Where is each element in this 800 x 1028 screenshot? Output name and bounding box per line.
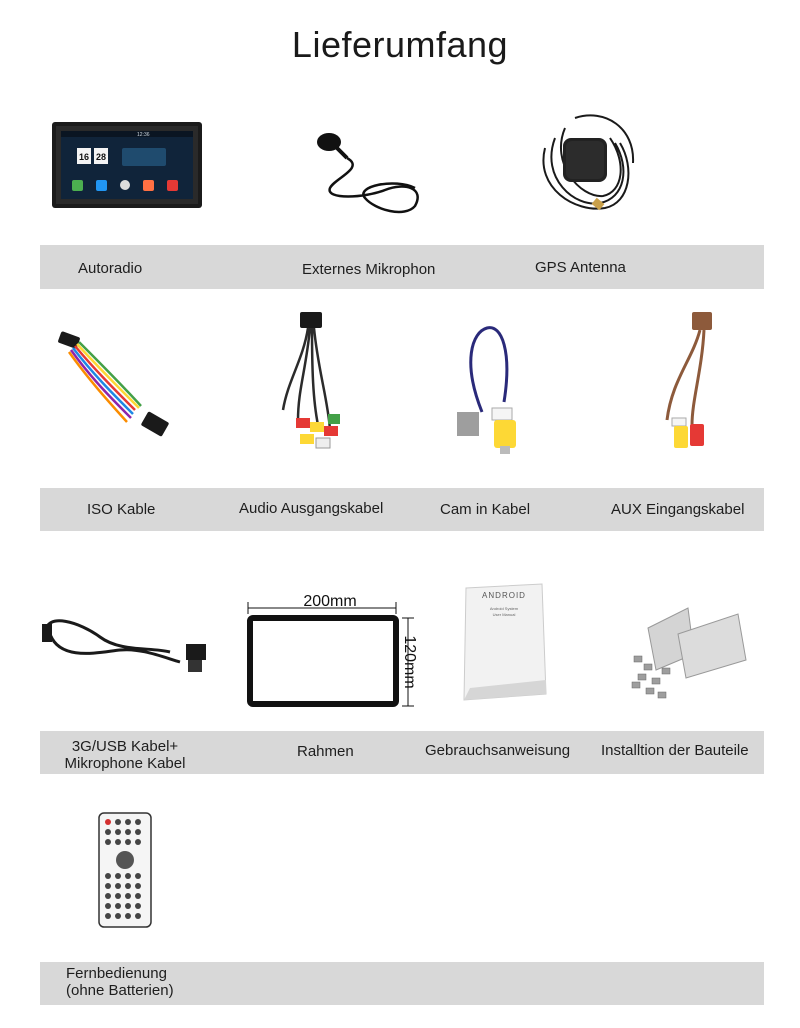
audio-ausgangskabel-image (268, 310, 348, 470)
frame-height-label: 120mm (401, 635, 418, 689)
label-gps-antenna: GPS Antenna (535, 259, 626, 276)
manual-brand: ANDROID (482, 591, 526, 600)
gebrauchsanweisung-image (462, 584, 548, 704)
page-title: Lieferumfang (291, 24, 509, 65)
gps-antenna-image (535, 108, 640, 226)
label-bauteile: Installtion der Bauteile (601, 742, 749, 759)
fernbedienung-image (98, 812, 152, 928)
label-usb-kabel (55, 738, 195, 772)
autoradio-image (52, 122, 202, 208)
label-fernbedienung-line2: (ohne Batterien) (66, 982, 174, 999)
label-fernbedienung-line1: Fernbedienung (66, 965, 167, 982)
label-usb-kabel-line1: 3G/USB Kabel+ (71, 738, 179, 755)
label-cam-in-kabel: Cam in Kabel (440, 501, 531, 518)
usb-kabel-image (40, 612, 210, 678)
label-usb-kabel-line2: Mikrophone Kabel (64, 755, 186, 772)
label-autoradio: Autoradio (78, 260, 143, 277)
mikrophon-image (305, 128, 430, 218)
label-aux-eingangskabel: AUX Eingangskabel (611, 501, 745, 518)
label-audio-ausgangskabel: Audio Ausgangskabel (239, 500, 384, 517)
manual-line1: Android System (489, 606, 519, 611)
bauteile-image (628, 604, 753, 708)
aux-eingangskabel-image (652, 310, 722, 460)
label-iso-kable: ISO Kable (87, 501, 156, 518)
label-fernbedienung (66, 965, 174, 999)
label-externes-mikrophon: Externes Mikrophon (302, 261, 436, 278)
label-gebrauchsanweisung: Gebrauchsanweisung (425, 742, 571, 759)
frame-width-label: 200mm (303, 593, 357, 610)
rahmen-image (240, 588, 430, 710)
manual-line2: User Manual (492, 612, 516, 617)
iso-kable-image (55, 330, 175, 450)
radio-month: 28 (95, 152, 107, 162)
label-rahmen: Rahmen (297, 743, 354, 760)
radio-day: 16 (78, 152, 90, 162)
radio-time: 12:36 (137, 132, 150, 138)
cam-in-kabel-image (452, 322, 532, 458)
